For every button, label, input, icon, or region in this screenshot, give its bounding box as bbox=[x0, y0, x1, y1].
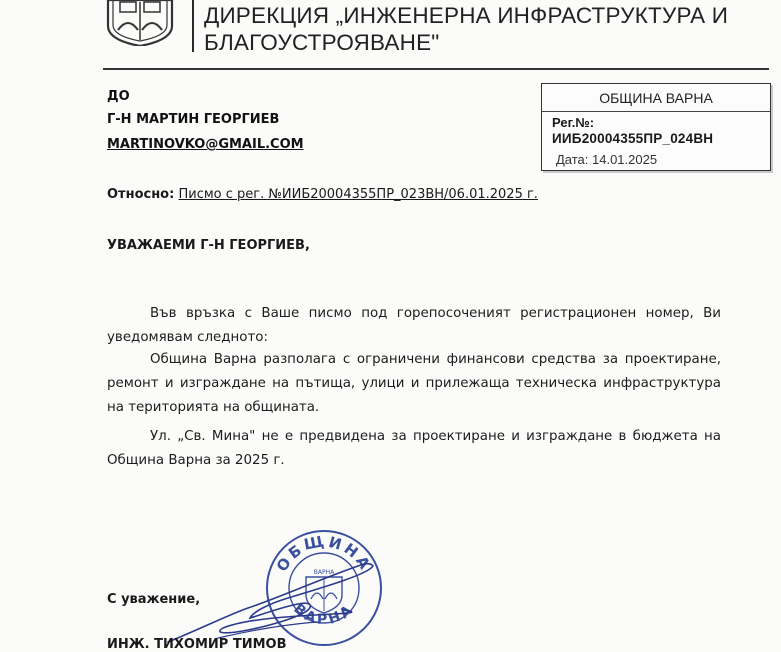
header-rule bbox=[103, 68, 769, 70]
directorate-title-line2: БЛАГОУСТРОЯВАНЕ" bbox=[204, 30, 440, 55]
recipient-to-label: ДО bbox=[107, 89, 130, 104]
seal-bottom-text: ВАРНА bbox=[290, 600, 358, 628]
body-paragraph-2: Община Варна разполага с ограничени финансови средства за проектиране, ремонт и изграждане на пътища, улици и прилежаща техническа инфраструктура на територията на общината. bbox=[107, 352, 721, 415]
body-paragraph-3: Ул. „Св. Мина" не е предвидена за проектиране и изграждане в бюджета на Община Варна за 2025 г. bbox=[107, 429, 721, 468]
registration-number-label: Рег.№: bbox=[552, 115, 595, 130]
registration-number: ИИБ20004355ПР_024ВН bbox=[552, 131, 714, 146]
registration-divider bbox=[542, 111, 770, 112]
subject-line bbox=[107, 187, 538, 202]
directorate-title bbox=[204, 2, 764, 56]
registration-date: Дата: 14.01.2025 bbox=[556, 152, 658, 167]
varna-coat-of-arms-icon bbox=[104, 0, 176, 46]
seal-inner-text: ВАРНА bbox=[313, 569, 335, 576]
greeting: УВАЖАЕМИ Г-Н ГЕОРГИЕВ, bbox=[107, 238, 310, 253]
closing-phrase: С уважение, bbox=[107, 592, 201, 607]
registration-office: ОБЩИНА ВАРНА bbox=[599, 90, 713, 106]
body-paragraph-1: Във връзка с Ваше писмо под горепосоченият регистрационен номер, Ви уведомявам следното: bbox=[107, 306, 721, 345]
seal-top-text: ОБЩИНА bbox=[272, 531, 376, 575]
subject-reference: Писмо с рег. №ИИБ20004355ПР_023ВН/06.01.2025 г. bbox=[178, 187, 538, 202]
signer-name: ИНЖ. ТИХОМИР ТИМОВ bbox=[107, 637, 287, 652]
header-divider bbox=[192, 0, 194, 52]
directorate-title-line1: ДИРЕКЦИЯ „ИНЖЕНЕРНА ИНФРАСТРУКТУРА И bbox=[204, 3, 729, 28]
recipient-email-link[interactable]: MARTINOVKO@GMAIL.COM bbox=[107, 137, 304, 152]
recipient-name: Г-Н МАРТИН ГЕОРГИЕВ bbox=[107, 112, 280, 127]
subject-label: Относно: bbox=[107, 187, 175, 202]
registration-stamp bbox=[541, 83, 771, 171]
